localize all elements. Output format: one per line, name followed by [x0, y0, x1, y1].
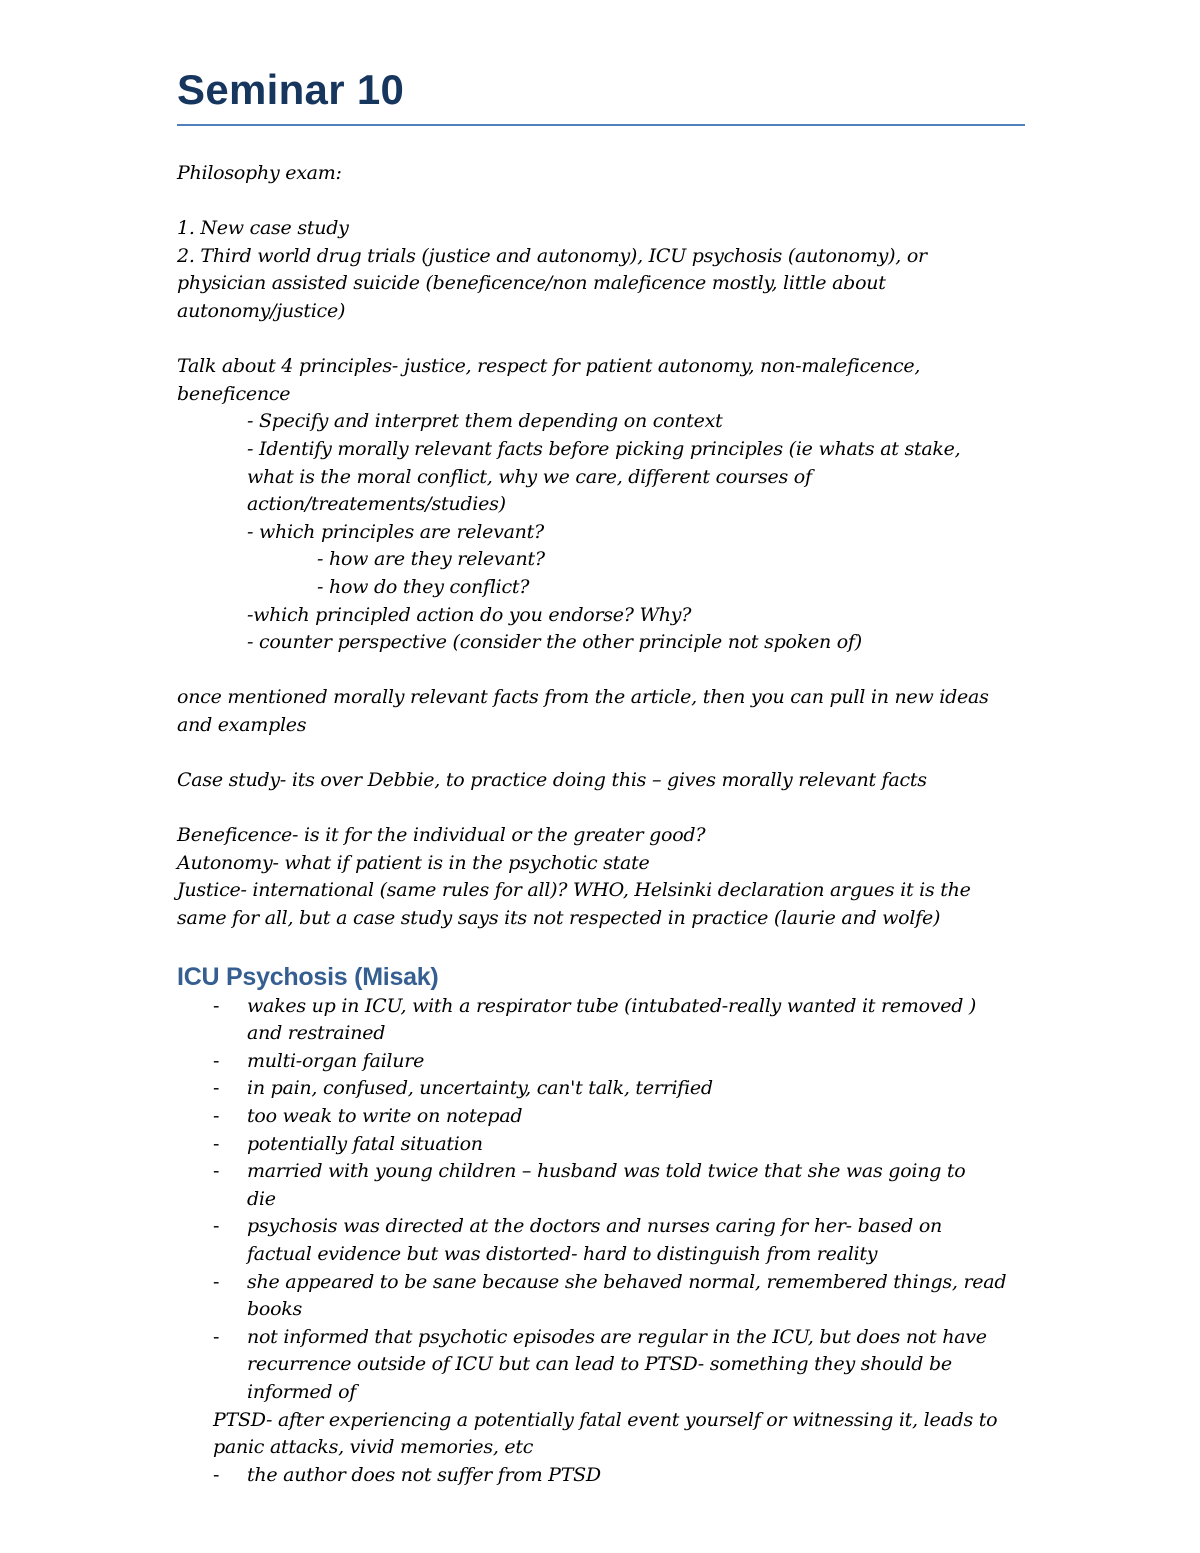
sub-point: - Identify morally relevant facts before picking principles (ie whats at stake, — [247, 437, 961, 460]
dash-bullet: - — [213, 1077, 220, 1100]
list-item — [177, 1131, 1025, 1159]
list-item-line: potentially fatal situation — [247, 1132, 483, 1155]
spacer — [177, 188, 1025, 216]
list-item-line: too weak to write on notepad — [247, 1105, 523, 1127]
list-item-line: books — [247, 1298, 303, 1321]
sub-point: - Specify and interpret them depending on context — [247, 410, 723, 433]
list-item — [177, 1158, 1025, 1213]
sub-point: action/treatements/studies) — [247, 493, 506, 516]
ptsd-note-line: PTSD- after experiencing a potentially fatal event yourself or witnessing it, leads to — [213, 1408, 998, 1431]
spacer — [177, 795, 1025, 823]
dash-bullet: - — [213, 1463, 220, 1486]
exam-label: Philosophy exam: — [177, 162, 342, 184]
spacer — [177, 326, 1025, 354]
document-page — [177, 62, 1025, 1489]
dash-bullet: - — [213, 1105, 220, 1127]
title-underline — [177, 124, 1025, 126]
principle-note: same for all, but a case study says its not respected in practice (laurie and wolfe) — [177, 907, 941, 930]
list-item — [177, 1048, 1025, 1076]
list-item — [177, 1103, 1025, 1131]
list-item — [177, 1324, 1025, 1407]
exam-item: autonomy/justice) — [177, 299, 346, 322]
list-item-line: married with young children – husband was told twice that she was going to — [247, 1160, 966, 1183]
sub-point-nested: - how do they conflict? — [317, 575, 530, 598]
exam-item: 2. Third world drug trials (justice and autonomy), ICU psychosis (autonomy), or — [177, 244, 927, 267]
once-mentioned-line: once mentioned morally relevant facts from the article, then you can pull in new ideas — [177, 686, 989, 709]
case-study-line: Case study- its over Debbie, to practice doing this – gives morally relevant facts — [177, 769, 927, 792]
list-item-line: recurrence outside of ICU but can lead to PTSD- something they should be — [247, 1353, 952, 1376]
sub-point: what is the moral conflict, why we care, different courses of — [247, 465, 812, 488]
principle-note: Justice- international (same rules for all)? WHO, Helsinki declaration argues it is the — [177, 879, 971, 902]
list-item — [177, 1213, 1025, 1268]
list-item-line: she appeared to be sane because she behaved normal, remembered things, read — [247, 1270, 1007, 1293]
list-item — [177, 1269, 1025, 1324]
dash-bullet: - — [213, 1325, 220, 1348]
list-item-line: die — [247, 1187, 276, 1210]
list-item-line: and restrained — [247, 1022, 386, 1045]
icu-facts-list — [177, 993, 1025, 1407]
principle-note: Beneficence- is it for the individual or the greater good? — [177, 824, 706, 847]
dash-bullet: - — [213, 1049, 220, 1072]
spacer — [177, 739, 1025, 767]
spacer — [177, 657, 1025, 685]
dash-bullet: - — [213, 994, 220, 1017]
once-mentioned-line: and examples — [177, 713, 307, 736]
dash-bullet: - — [213, 1215, 220, 1238]
list-item-line: in pain, confused, uncertainty, can't talk, terrified — [247, 1077, 713, 1100]
dash-bullet: - — [213, 1132, 220, 1155]
sub-point: -which principled action do you endorse? Why? — [247, 603, 692, 626]
sub-point: - which principles are relevant? — [247, 520, 544, 543]
sub-point-nested: - how are they relevant? — [317, 548, 545, 571]
document-title: Seminar 10 — [177, 66, 405, 113]
list-item-line: not informed that psychotic episodes are regular in the ICU, but does not have — [247, 1325, 987, 1348]
dash-bullet: - — [213, 1160, 220, 1183]
list-item — [177, 1462, 1025, 1490]
icu-facts-list-continued — [177, 1462, 1025, 1490]
dash-bullet: - — [213, 1270, 220, 1293]
list-item-line: wakes up in ICU, with a respirator tube (intubated-really wanted it removed ) — [247, 994, 977, 1017]
list-item-line: multi-organ failure — [247, 1049, 425, 1072]
principle-note: Autonomy- what if patient is in the psychotic state — [177, 851, 650, 874]
list-item-line: the author does not suffer from PTSD — [247, 1463, 601, 1486]
principles-line: Talk about 4 principles- justice, respect for patient autonomy, non-maleficence, — [177, 355, 921, 378]
ptsd-note-line: panic attacks, vivid memories, etc — [213, 1436, 534, 1459]
list-item-line: informed of — [247, 1380, 357, 1403]
list-item-line: factual evidence but was distorted- hard to distinguish from reality — [247, 1242, 878, 1265]
sub-point: - counter perspective (consider the other principle not spoken of) — [247, 631, 862, 654]
document-body — [177, 160, 1025, 1489]
list-item-line: psychosis was directed at the doctors and nurses caring for her- based on — [247, 1215, 943, 1238]
icu-section-heading: ICU Psychosis (Misak) — [177, 962, 439, 991]
exam-item: 1. New case study — [177, 217, 349, 240]
list-item — [177, 993, 1025, 1048]
principles-line: beneficence — [177, 382, 291, 405]
exam-item: physician assisted suicide (beneficence/non maleficence mostly, little about — [177, 272, 886, 295]
list-item — [177, 1075, 1025, 1103]
